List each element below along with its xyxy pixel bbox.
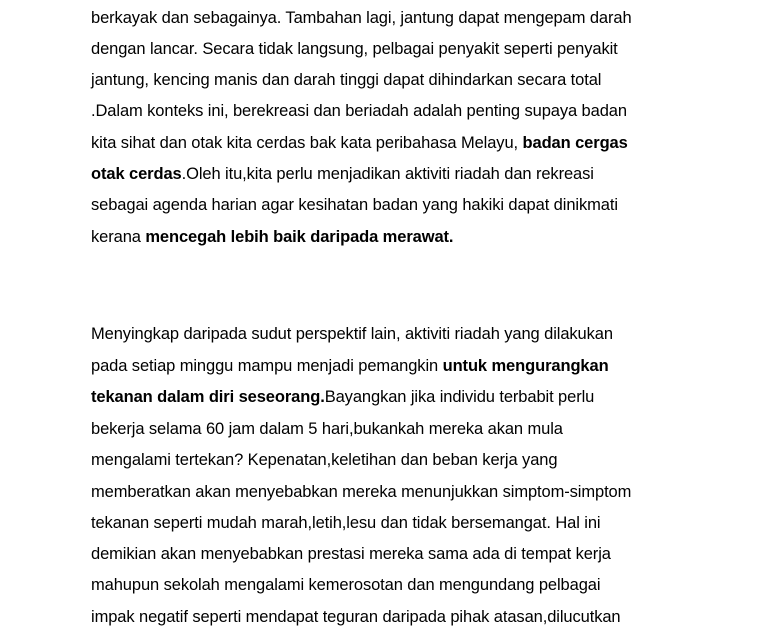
- text-span: Bayangkan jika individu terbabit perlu: [324, 388, 595, 406]
- text-line: Menyingkap daripada sudut perspektif lain, aktiviti riadah yang dilakukan: [91, 325, 613, 343]
- text-line: sebagai agenda harian agar kesihatan badan yang hakiki dapat dinikmati: [91, 196, 618, 214]
- text-line: .Dalam konteks ini, berekreasi dan beriadah adalah penting supaya badan: [91, 102, 627, 120]
- bold-phrase: mencegah lebih baik daripada merawat.: [145, 228, 454, 246]
- text-span: .Oleh itu,kita perlu menjadikan aktiviti riadah dan rekreasi: [181, 165, 594, 183]
- text-span: kerana: [91, 228, 146, 246]
- text-line: memberatkan akan menyebabkan mereka menunjukkan simptom-simptom: [91, 483, 632, 501]
- text-line: demikian akan menyebabkan prestasi mereka sama ada di tempat kerja: [91, 545, 611, 563]
- bold-phrase: untuk mengurangkan: [442, 357, 609, 375]
- text-line: [91, 133, 628, 153]
- text-line: [91, 387, 594, 407]
- text-line: bekerja selama 60 jam dalam 5 hari,bukankah mereka akan mula: [91, 420, 563, 438]
- text-line: dengan lancar. Secara tidak langsung, pelbagai penyakit seperti penyakit: [91, 40, 618, 58]
- text-line: [91, 227, 453, 247]
- text-line: impak negatif seperti mendapat teguran daripada pihak atasan,dilucutkan: [91, 608, 621, 626]
- text-line: mengalami tertekan? Kepenatan,keletihan dan beban kerja yang: [91, 451, 558, 469]
- text-line: jantung, kencing manis dan darah tinggi dapat dihindarkan secara total: [91, 71, 602, 89]
- text-line: berkayak dan sebagainya. Tambahan lagi, jantung dapat mengepam darah: [91, 9, 632, 27]
- text-span: kita sihat dan otak kita cerdas bak kata peribahasa Melayu,: [91, 134, 523, 152]
- text-span: pada setiap minggu mampu menjadi pemangkin: [91, 357, 443, 375]
- text-line: tekanan seperti mudah marah,letih,lesu dan tidak bersemangat. Hal ini: [91, 514, 601, 532]
- bold-phrase: otak cerdas: [91, 165, 182, 183]
- bold-phrase: tekanan dalam diri seseorang.: [91, 388, 325, 406]
- text-line: [91, 164, 594, 184]
- text-line: mahupun sekolah mengalami kemerosotan dan mengundang pelbagai: [91, 576, 601, 594]
- text-line: [91, 356, 609, 376]
- bold-phrase: badan cergas: [522, 134, 628, 152]
